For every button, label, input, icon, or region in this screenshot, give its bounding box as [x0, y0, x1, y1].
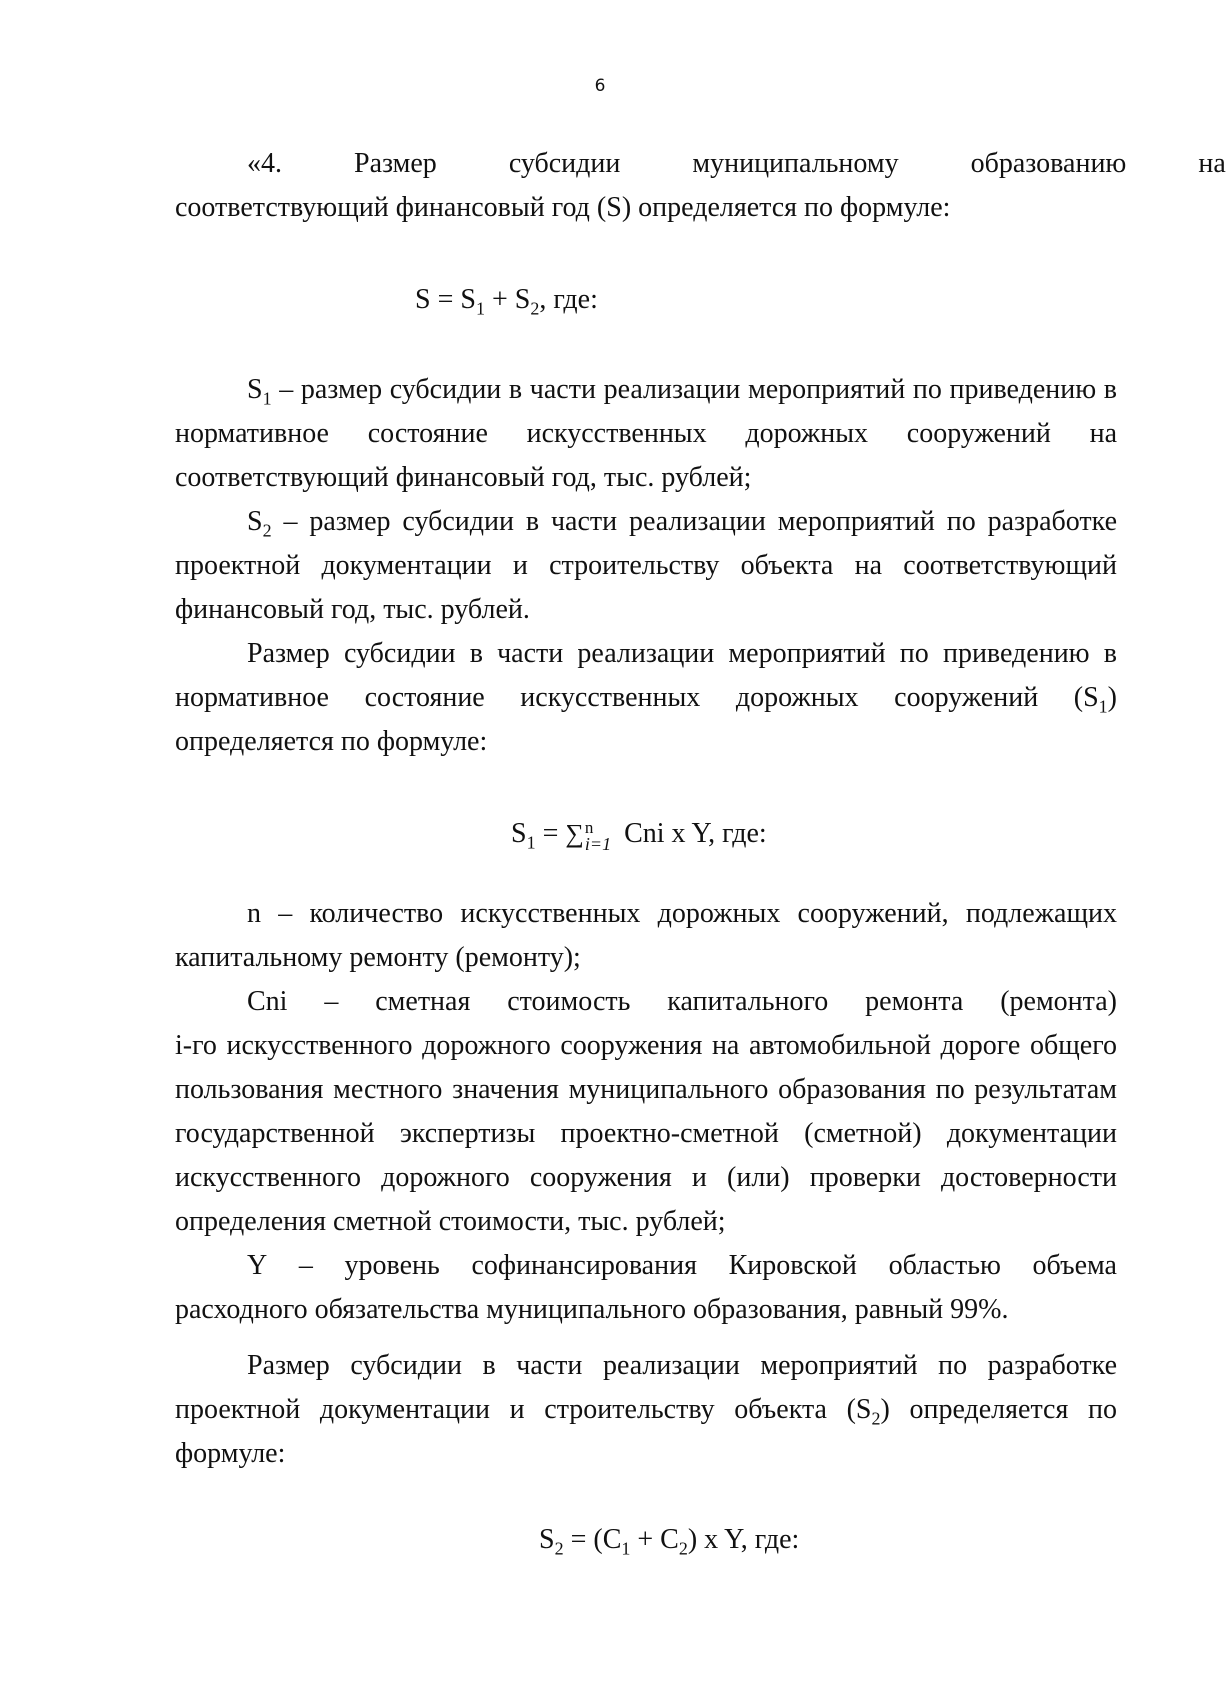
definition-n: n – количество искусственных дорожных сооружений, подлежащих капитальному ремонту (ремонту);: [175, 898, 1117, 973]
definition-cni-first-line: [175, 980, 1117, 1024]
formula-text: ) x Y, где:: [687, 1524, 800, 1555]
paragraph-text: ) определяется по формуле:: [175, 682, 1117, 757]
paragraph-first-line: [103, 142, 1226, 186]
subscript: 1: [475, 298, 485, 319]
symbol: S: [247, 374, 263, 405]
definition-y: расходного обязательства муниципального образования, равный 99%.: [175, 1294, 1009, 1325]
formula-s1: [175, 812, 1117, 856]
word: капитального: [667, 986, 829, 1017]
formula-text: S = S: [415, 284, 476, 315]
subscript: 1: [621, 1538, 631, 1559]
definition-text: – размер субсидии в части реализации мероприятий по приведению в нормативное состояние искусственных дорожных сооружений на соответствующий финансовый год, тыс. рублей;: [175, 374, 1117, 493]
summation-limits: [584, 817, 612, 854]
formula-text: + C: [630, 1524, 679, 1555]
summation-sign: [565, 812, 617, 856]
paragraph-subsidy-size: [175, 142, 1226, 186]
paragraph-s2-formula-intro: [175, 1344, 1117, 1476]
paragraph-s1-formula-intro: [175, 632, 1117, 764]
subscript: 1: [1098, 696, 1108, 717]
word: на: [1198, 148, 1226, 179]
subscript: 2: [554, 1538, 564, 1559]
formula-text: Cni x Y, где:: [617, 818, 767, 849]
subscript: 2: [262, 520, 272, 541]
subscript: 2: [871, 1408, 881, 1429]
word: субсидии: [508, 148, 621, 179]
subscript: 2: [678, 1538, 688, 1559]
formula-text: + S: [484, 284, 531, 315]
word: Cni: [247, 986, 288, 1017]
word: образованию: [970, 148, 1127, 179]
lower-limit: i=1: [584, 833, 612, 854]
word: Кировской: [728, 1250, 857, 1281]
definition-text: – размер субсидии в части реализации мероприятий по разработке проектной документации и строительству объекта на соответствующий финансовый год, тыс. рублей.: [175, 506, 1117, 625]
formula-s2: [175, 1518, 1117, 1562]
subscript: 2: [530, 298, 540, 319]
definition-cni: i-го искусственного дорожного сооружения на автомобильной дороге общего пользования местного значения муниципального образования по результатам государственной экспертизы проектно-сметной (сметной) документации искусственного дорожного сооружения и (или) проверки достоверности определения сметной стоимости, тыс. рублей;: [175, 1030, 1117, 1237]
formula-text: = (C: [563, 1524, 622, 1555]
page-number: 6: [594, 76, 606, 96]
word: стоимость: [507, 986, 631, 1017]
word: областью: [888, 1250, 1001, 1281]
paragraph-text: Размер субсидии в части реализации мероприятий по приведению в нормативное состояние искусственных дорожных сооружений (S: [175, 638, 1117, 713]
word: объема: [1032, 1250, 1117, 1281]
word: сметная: [375, 986, 471, 1017]
subscript: 1: [262, 388, 272, 409]
word: муниципальному: [692, 148, 899, 179]
word: ремонта: [865, 986, 964, 1017]
formula-total-subsidy: [175, 278, 1117, 322]
word: софинансирования: [471, 1250, 697, 1281]
word: Размер: [354, 148, 437, 179]
definition-y-first-line: [175, 1244, 1117, 1288]
paragraph-subsidy-size-cont: соответствующий финансовый год (S) определяется по формуле:: [175, 192, 951, 223]
subscript: 1: [526, 832, 536, 853]
word: –: [298, 1250, 313, 1281]
word: уровень: [344, 1250, 440, 1281]
formula-text: S: [511, 818, 527, 849]
formula-text: S: [539, 1524, 555, 1555]
upper-limit: n: [584, 817, 594, 837]
definition-s2: [175, 500, 1117, 632]
formula-text: =: [535, 818, 566, 849]
symbol: S: [247, 506, 263, 537]
paragraph-text: Размер субсидии в части реализации мероприятий по разработке проектной документации и строительству объекта (S: [175, 1350, 1117, 1425]
document-body: [175, 142, 1226, 1562]
word: (ремонта): [1000, 986, 1117, 1017]
definition-s1: [175, 368, 1117, 500]
word: «4.: [247, 148, 282, 179]
formula-text: , где:: [539, 284, 598, 315]
sigma-symbol: ∑: [565, 819, 584, 848]
paragraph-text: ) определяется по формуле:: [175, 1394, 1117, 1469]
word: –: [324, 986, 339, 1017]
word: Y: [247, 1250, 268, 1281]
